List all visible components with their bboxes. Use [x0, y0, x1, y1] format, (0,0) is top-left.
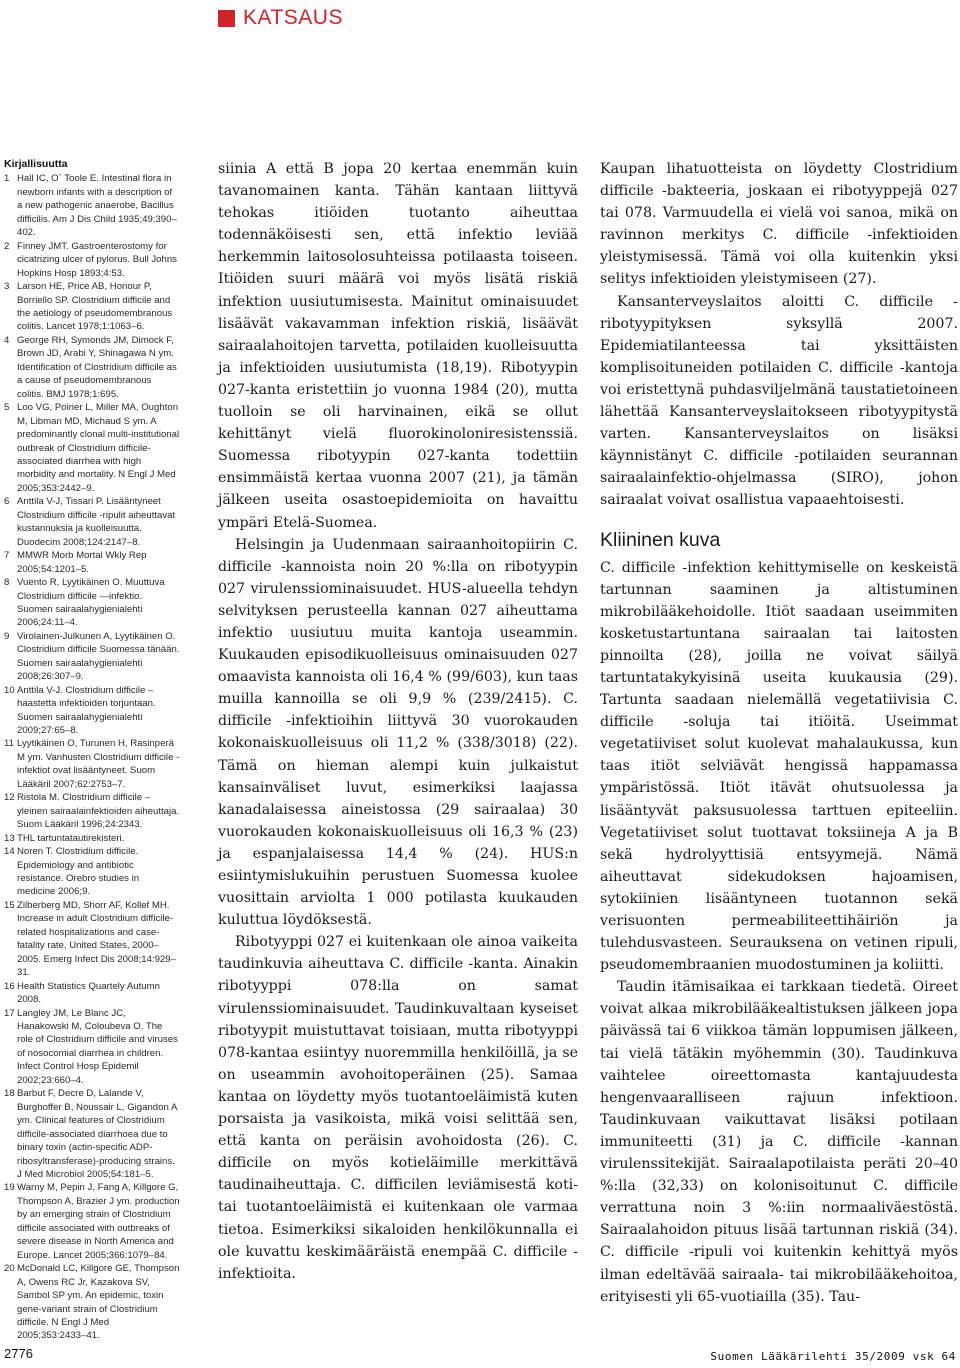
reference-number: 20 — [4, 1263, 15, 1275]
references-list — [4, 158, 180, 1343]
paragraph: Kaupan lihatuotteista on löydetty Clostridium difficile -bakteeria, joskaan ei ribotyyppejä 027 tai 078. Varmuudella ei vielä voi sanoa, mikä on ravinnon merkitys C. difficile -infektioiden yleistymisessä. Tämä voi olla kuitenkin yksi selitys infektioiden yleistymiseen (27). — [600, 161, 958, 288]
paragraph: siinia A että B jopa 20 kertaa enemmän kuin tavanomainen kanta. Tähän kantaan liittyvä tehokas itiöiden tuotanto aiheuttaa todennäköisesti sen, että infektio leviää herkemmin laitosolosuhteissa potilaasta toiseen. Itiöiden suuri määrä voi myös lisätä riskiä infektion uusiutumisesta. Mainitut ominaisuudet lisäävät vakavamman infektion riskiä, lisäävät sairaalahoitojen tarvetta, potilaiden kuolleisuutta ja infektioiden uusiutumista (18,19). Ribotyypin 027-kanta eristettiin jo vuonna 1984 (20), mutta tuolloin se oli harvinainen, eikä se ollut kehittänyt vielä fluorokinoloniresistenssiä. Suomessa ribotyypin 027-kanta todettiin ensimmäistä kertaa vuonna 2007 (21), ja tämän jälkeen useita osastoepidemioita on havaittu ympäri Etelä-Suomea. — [218, 161, 578, 531]
reference-number: 16 — [4, 980, 15, 992]
section-header — [218, 6, 343, 30]
reference-item — [4, 1007, 180, 1088]
paragraph: C. difficile -infektion kehittymiselle on keskeistä tartunnan saaminen ja altistuminen mikrobilääkehoidolle. Itiöt saadaan useimmiten kosketustartuntana sairaalan tai laitosten pinnoilta (28), joilla ne voivat säilyä tartuntatakykyisinä useita kuukausia (29). Tartunta saadaan nielemällä vegetatiivisia C. difficile -soluja tai itiöitä. Useimmat vegetatiiviset solut kuolevat mahalaukussa, kun taas itiöt selviävät hengissä happamassa ympäristössä. Itiöt itävät ohutsuolessa ja lisääntyvät paksusuolessa tarttuen epiteeliin. Vegetatiiviset solut tuottavat toksiineja A ja B sekä hydrolyyttisiä entsyymejä. Nämä aiheuttavat sidekudoksen hajoamisen, sytokiinien lisääntyneen tuotannon sekä verisuonten permeabiliteettihäiriön ja tulehdusvasteen. Seurauksena on vetinen ripuli, pseudomembraanien muodostuminen ja koliitti. — [600, 559, 958, 974]
reference-number: 2 — [4, 240, 10, 252]
reference-item — [4, 1087, 180, 1181]
reference-item — [4, 630, 180, 684]
reference-number: 6 — [4, 496, 10, 508]
references-title: Kirjallisuutta — [4, 158, 68, 170]
reference-item — [4, 737, 180, 791]
reference-text: Zilberberg MD, Shorr AF, Kollef MH. Increase in adult Clostridium difficile-related hospitalizations and case-fatality rate, United States, 2000–2005. Emerg Infect Dis 2008;14:929–31. — [17, 899, 176, 979]
reference-item — [4, 684, 180, 738]
reference-number: 18 — [4, 1088, 15, 1100]
references-items — [4, 172, 180, 1342]
reference-item — [4, 899, 180, 980]
reference-text: Noren T. Clostridium difficile. Epidemiology and antibiotic resistance. Orebro studies in medicine 2006;9. — [17, 846, 140, 898]
reference-number: 12 — [4, 792, 15, 804]
reference-text: Ristola M. Clostridium difficile – yleinen sairaalainfektioiden aiheuttaja. Suom Lääkäril 1996;24:2343. — [17, 792, 180, 831]
reference-number: 11 — [4, 738, 14, 750]
red-square-icon — [218, 10, 235, 27]
reference-item — [4, 401, 180, 495]
reference-item — [4, 240, 180, 280]
reference-number: 5 — [4, 402, 10, 414]
paragraph: Ribotyyppi 027 ei kuitenkaan ole ainoa vaikeita taudinkuvia aiheuttava C. difficile -kanta. Ainakin ribotyyppi 078:lla on samat virulenssiominaisuudet. Taudinkuvaltaan kyseiset ribotyypit muistuttavat toisiaan, mutta ribotyyppi 078-kantaa esiintyy nuoremmilla henkilöillä, ja se on useammin avohoitoperäinen (25). Samaa kantaa on löydetty myös tuotantoeläimistä kuten porsaista ja vasikoista, mikä voisi selittää sen, että kanta on peräisin avohoidosta (26). C. difficile on myös kotieläimille merkittävä taudinaiheuttaja. C. difficilen leviämisestä koti- tai tuotantoeläimistä ei kuitenkaan ole varmaa tietoa. Esimerkiksi sikaloiden henkilökunnalla ei ole kuvattu keskimääräistä enempää C. difficile -infektioita. — [218, 934, 578, 1282]
paragraph: Taudin itämisaikaa ei tarkkaan tiedetä. Oireet voivat alkaa mikrobilääkealtistuksen jälkeen jopa päivässä tai 6 viikkoa tämän loppumisen jälkeen, tai vielä tätäkin myöhemmin (30). Taudinkuva vaihtelee oireettomasta kantajuudesta hengenvaaralliseen rajuun infektioon. Taudinkuvaan vaikuttavat lisäksi potilaan immuniteetti (31) ja C. difficile -kannan virulenssitekijät. Sairaalapotilaista peräti 20–40 %:lla (32,33) on kolonisoitunut C. difficile verrattuna noin 3 %:iin normaaliväestöstä. Sairaalahoidon pituus lisää tartunnan riskiä (34). C. difficile -ripuli voi kuitenkin kehittyä myös ilman edeltävää sairaala- tai mikrobilääkehoitoa, erityisesti yli 65-vuotiailla (35). Tau- — [600, 979, 958, 1305]
page-number: 2776 — [4, 1346, 33, 1361]
reference-number: 4 — [4, 334, 10, 346]
reference-text: Virolainen-Julkunen A, Lyytikäinen O. Clostridium difficile Suomessa tänään. Suomen sairaalahygienialehti 2008;26:307–9. — [17, 630, 180, 683]
reference-text: Warny M, Pepin J, Fang A, Killgore G, Thompson A, Brazier J ym. production by an emerging strain of Clostridium difficile associated with outbreaks of severe disease in North America and Europe. Lancet 2005;366:1079–84. — [17, 1182, 180, 1261]
reference-text: MMWR Morb Mortal Wkly Rep 2005;54:1201–5. — [17, 550, 147, 575]
reference-text: Lyytikäinen O, Turunen H, Rasinperä M ym. Vanhusten Clostridium difficile -infektiot ovat lisääntyneet. Suom Lääkäril 2007;62:2753–7. — [17, 738, 180, 790]
section-heading: Kliininen kuva — [600, 528, 721, 551]
reference-text: George RH, Symonds JM, Dimock F, Brown JD, Arabi Y, Shinagawa N ym. Identification of Clostridium difficile as a cause of pseudomembranous colitis. BMJ 1978;1:695. — [17, 334, 177, 400]
reference-item — [4, 832, 180, 845]
paragraph: Kansanterveyslaitos aloitti C. difficile -ribotyypityksen syksyllä 2007. Epidemiatilanteessa tai yksittäisten komplisoituneiden potilaiden C. difficile -kantoja voi eristettynä puhdasviljelmänä taustatietoineen lähettää Kansanterveyslaitokseen ribotyypitystä varten. Kansanterveyslaitos on lisäksi käynnistänyt C. difficile -potilaiden seurannan sairaalainfektio-ohjelmassa (SIRO), johon sairaalat voivat osallistua vapaaehtoisesti. — [600, 293, 958, 509]
section-title: KATSAUS — [243, 6, 343, 29]
reference-number: 14 — [4, 846, 15, 858]
reference-text: Finney JMT. Gastroenterostomy for cicatrizing ulcer of pylorus. Bull Johns Hopkins Hosp 1893;4:53. — [17, 240, 177, 279]
reference-text: Anttila V-J, Tissari P. Lisääntyneet Clostridium difficile -ripulit aiheuttavat kustannuksia ja kuolleisuutta. Duodecim 2008;124:2147–8. — [17, 496, 176, 548]
reference-item — [4, 172, 180, 239]
reference-text: THL tartuntatautirekisteri. — [17, 832, 125, 844]
reference-text: Loo VG, Poirier L, Miller MA, Oughton M, Libman MD, Michaud S ym. A predominantly clonal multi-institutional outbreak of Clostridium difficile-associated diarrhea with high morbidity and mortality. N Engl J Med 2005;353:2442–9. — [17, 402, 180, 494]
article-column-right — [600, 158, 958, 1308]
reference-item — [4, 845, 180, 899]
reference-number: 7 — [4, 550, 10, 562]
reference-text: Health Statistics Quartely Autumn 2008. — [17, 980, 160, 1006]
reference-item — [4, 334, 180, 401]
reference-item — [4, 791, 180, 831]
paragraph: Helsingin ja Uudenmaan sairaanhoitopiirin C. difficile -kannoista noin 20 %:lla on ribotyypin 027 virulenssiominaisuudet. HUS-alueella tehdyn selvityksen perusteella kannan 027 aiheuttama infektio uusiutuu muita kantoja useammin. Kuukauden episodikuolleisuus ominaisuuden 027 omaavista kannoista oli 16,4 % (99/603), kun taas muilla kannoilla se oli 9,9 % (239/2415). C. difficile -infektioihin liittyvä 30 vuorokauden kokonaiskuolleisuus oli 11,2 % (338/3018) (22). Tämä on hieman alempi kuin julkaistut kansainväliset luvut, esimerkiksi laajassa kanadalaisessa aineistossa (29 sairaalaa) 30 vuorokauden kokonaiskuolleisuus oli 16,3 % (23) ja espanjalaisessa 14,4 % (24). HUS:n esiintymislukuihin perustuen Suomessa kuolee vuosittain arviolta 1 000 potilasta kuukauden kuluttua löydöksestä. — [218, 536, 578, 929]
reference-text: Langley JM, Le Blanc JC, Hanakowski M, Coloubeva O. The role of Clostridium difficile and viruses of nosocomial diarrhea in children. Infect Control Hosp Epidemil 2002;23:660–4. — [17, 1007, 178, 1086]
reference-number: 8 — [4, 577, 10, 589]
journal-footer: Suomen Lääkärilehti 35/2009 vsk 64 — [710, 1350, 956, 1363]
reference-number: 13 — [4, 832, 15, 844]
reference-number: 15 — [4, 899, 15, 911]
reference-text: Vuento R, Lyytikäinen O. Muuttuva Clostridium difficile —infektio. Suomen sairaalahygienialehti 2006;24:11–4. — [17, 577, 165, 629]
reference-text: McDonald LC, Killgore GE, Thompson A, Owens RC Jr, Kazakova SV, Sambol SP ym. An epidemic, toxin gene-variant strain of Clostridium difficile. N Engl J Med 2005;353:2433–41. — [17, 1263, 180, 1342]
reference-text: Larson HE, Price AB, Honour P, Borriello SP. Clostridium difficile and the aetiology of pseudomembranous colitis. Lancet 1978;1:1063–6. — [17, 281, 173, 333]
reference-number: 19 — [4, 1182, 15, 1194]
reference-item — [4, 1181, 180, 1262]
reference-item — [4, 1262, 180, 1343]
reference-text: Anttila V-J. Clostridium difficile – haastetta infektioiden torjuntaan. Suomen sairaalahygienialehti 2009;27:65–8. — [17, 684, 156, 737]
reference-item — [4, 576, 180, 630]
reference-item — [4, 980, 180, 1007]
reference-item — [4, 280, 180, 334]
reference-item — [4, 549, 180, 576]
reference-number: 17 — [4, 1007, 15, 1019]
reference-number: 9 — [4, 630, 10, 642]
reference-number: 3 — [4, 281, 10, 293]
reference-number: 1 — [4, 173, 10, 185]
reference-text: Barbut F, Decre D, Lalande V, Burghoffer B, Noussair L, Gigandon A ym. Clinical features of Clostridium difficile-associated diarrhoea due to binary toxin (actin-specific ADP-ribosyltransferase)-producing strains. J Med Microbiol 2005;54:181–5. — [17, 1088, 177, 1180]
reference-item — [4, 495, 180, 549]
reference-text: Hall IC, O´ Toole E. Intestinal flora in newborn infants with a description of a new pathogenic anaerobe, Bacillus difficilis. Am J Dis Child 1935;49:390–402. — [17, 173, 177, 239]
article-column-middle — [218, 158, 578, 1285]
reference-number: 10 — [4, 684, 15, 696]
